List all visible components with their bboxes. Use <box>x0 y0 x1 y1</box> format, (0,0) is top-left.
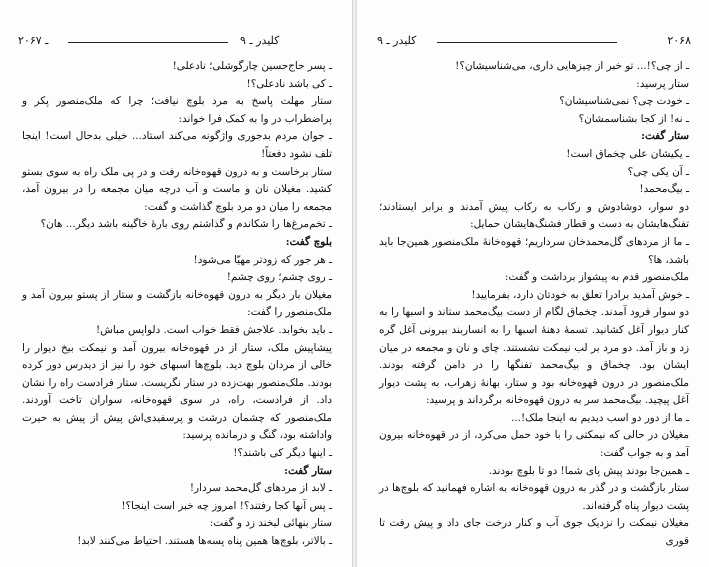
paragraph: ستار بنهائی لبخند زد و گفت: <box>209 517 332 530</box>
left-page-text <box>22 58 332 559</box>
right-page-text <box>379 58 689 559</box>
paragraph: ـ ما از دور دو اسب دیدیم به اینجا ملک!... <box>511 411 689 424</box>
paragraph: دو سوار، دوشادوش و رکاب به رکاب پیش آمدند و برابر ایستادند؛ تفنگ‌هایشان به دست و قطار فشنگ‌هایشان حمایل: <box>379 200 689 231</box>
paragraph: ـ روی چشم؛ روی چشم! <box>226 271 332 284</box>
paragraph: ـ لابد از مردهای گل‌محمد سردار! <box>189 482 332 495</box>
left-running-title: کلیدر ـ ۹ <box>240 34 280 47</box>
paragraph: ـ خوش آمدید برادرا تعلق به خودتان دارد، بفرمایید! <box>471 288 689 301</box>
paragraph: ستار برخاست و به درون قهوه‌خانه رفت و در پی ملک راه به سوی بستو کشید. مغیلان نان و ماست و آب درچه میان مجمعه را در بیرون آمد، مجمعه را میان دو مرد بلوچ گذاشت و گفت: <box>22 165 332 213</box>
right-page-number: ۲۰۶۸ <box>667 34 691 47</box>
header-rule <box>68 42 228 43</box>
left-page-header <box>18 34 334 50</box>
paragraph: ـ پسر حاج‌حسین چارگوشلی؛ نادعلی! <box>172 60 332 72</box>
left-page <box>0 0 352 567</box>
paragraph: ـ همین‌جا بودند پیش پای شما! دو تا بلوچ بودند. <box>488 464 689 477</box>
paragraph: مغیلان نیمکت را نزدیک جوی آب و کنار درخت جای داد و پیش رفت تا قوری <box>379 517 689 548</box>
paragraph: ـ تخم‌مرغ‌ها را شکاندم و گذاشتم روی بارهٔ خاگینه باشد دیگر... هان؟ <box>40 218 332 231</box>
paragraph: ـ یکیشان علی چخماق است! <box>566 147 689 160</box>
paragraph: ستار گفت: <box>284 464 332 477</box>
paragraph: ـ بالاتر، بلوچ‌ها همین پناه پسه‌ها هستند. احتیاط می‌کنند لابد! <box>77 535 332 548</box>
paragraph: ـ جوان مردم بدجوری واژگونه می‌کند استاد... خیلی بدحال است! اینجا تلف نشود دفعتاً! <box>22 130 332 160</box>
paragraph: ـ خودت چی؟ نمی‌شناسیشان؟ <box>559 95 689 108</box>
paragraph: ملک‌منصور قدم به پیشواز برداشت و گفت: <box>504 271 689 284</box>
paragraph: مغیلان در حالی که نیمکتی را با خود حمل می‌کرد، از در قهوه‌خانه بیرون آمد و به جواب گفت: <box>379 429 689 460</box>
header-rule <box>437 42 617 43</box>
paragraph: ستار گفت: <box>641 130 689 143</box>
paragraph: ـ کی باشد نادعلی؟! <box>246 77 332 90</box>
paragraph: ـ پس آنها کجا رفتند؟! امروز چه خبر است اینجا؟! <box>121 499 332 512</box>
paragraph: ـ اینها دیگر کی باشند؟! <box>233 447 332 460</box>
paragraph: پیشاپیش ملک، ستار از در قهوه‌خانه بیرون آمد و نیمکت بیخ دیوار را خالی از مردان بلوچ دید. بلوچ‌ها اسبهای خود را نیز از دیدرس دور کرده بودند. ملک‌منصور بهت‌زده در ستار نگریست. ستار فرادست راه را نشان داد. از فرادست، راه، در سوی قهوه‌خانه، سواران تاخت آوردند. ملک‌منصور که چشمان درشت و پرسفیدی‌اش پیش از پیش به حیرت واداشته بود، گنگ و درمانده پرسید: <box>22 341 332 442</box>
paragraph: دو سوار فرود آمدند. چخماق لگام از دست بیگ‌محمد ستاند و اسبها را به کنار دیوار آغل کشانید. تسمهٔ دهنهٔ اسبها را به انساربند بیرونی آغل گره زد و باز آمد. دو مرد بر لب نیمکت نشستند. چای و نان و مجمعه در میان ایشان بود. چخماق و بیگ‌محمد تفنگها را در دامن گرفته بودند. ملک‌منصور در درون قهوه‌خانه بود و ستار، بهانهٔ زهراب، به پشت دیوار آغل پیچید. بیگ‌محمد سر به درون قهوه‌خانه برگرداند و پرسید: <box>379 306 689 407</box>
right-running-title: کلیدر ـ ۹ <box>377 34 417 47</box>
paragraph: ستار مهلت پاسخ به مرد بلوچ نیافت؛ چرا که ملک‌منصور پکر و پراضطراب در وا به کمک فرا خواند: <box>22 95 332 125</box>
paragraph: ـ بیگ‌محمد! <box>639 183 689 196</box>
right-page <box>357 0 709 567</box>
paragraph: ستار بازگشت و در گذر به درون قهوه‌خانه به اشاره فهمانید که بلوچ‌ها در پشت دیوار پناه گرفته‌اند. <box>379 482 689 512</box>
paragraph: ـ از چی؟!... تو خبر از چیزهایی داری، می‌شناسیشان؟! <box>455 60 689 72</box>
paragraph: ـ هر جور که زودتر مهیّا می‌شود! <box>193 253 332 266</box>
paragraph: بلوچ گفت: <box>285 235 332 248</box>
left-page-number: ۲۰۶۷ ـ <box>18 34 49 47</box>
paragraph: ـ نه! از کجا بشناسمشان؟ <box>578 112 689 125</box>
paragraph: ـ آن یکی چی؟ <box>627 165 689 178</box>
right-page-header <box>375 34 691 50</box>
paragraph: ـ ما از مردهای گل‌محمدخان سرداریم؛ قهوه‌خانهٔ ملک‌منصور همین‌جا باید باشد، ها؟ <box>379 235 689 266</box>
paragraph: ستار پرسید: <box>636 77 689 90</box>
paragraph: مغیلان بار دیگر به درون قهوه‌خانه بازگشت و ستار از پستو بیرون آمد و ملک‌منصور را گفت: <box>22 288 332 319</box>
paragraph: ـ باید بخوابد. علاجش فقط خواب است. دلواپس مباش! <box>95 323 332 336</box>
